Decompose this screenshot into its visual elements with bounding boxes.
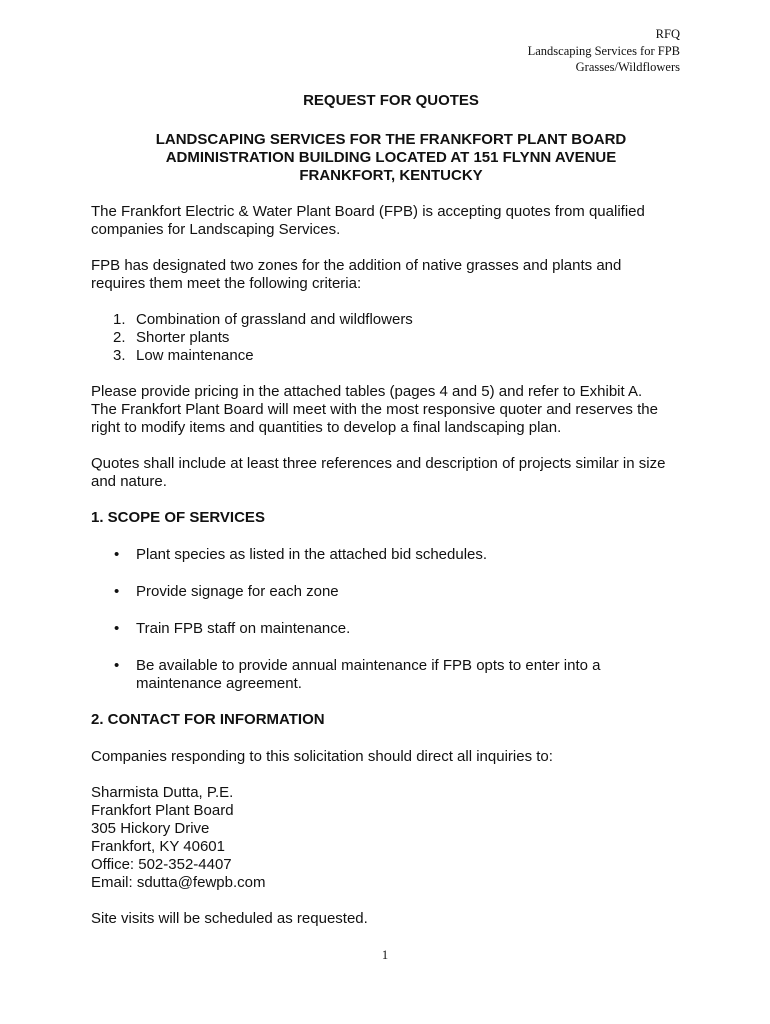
- subtitle-line-3: FRANKFORT, KENTUCKY: [299, 167, 483, 184]
- subtitle-line-1: LANDSCAPING SERVICES FOR THE FRANKFORT PLANT BOARD: [155, 131, 627, 148]
- zones-line-2: requires them meet the following criteria:: [91, 275, 362, 292]
- page-number: 1: [381, 948, 389, 962]
- references-line-2: and nature.: [91, 473, 167, 490]
- contact-block: [91, 784, 691, 892]
- scope-heading: 1. SCOPE OF SERVICES: [91, 509, 265, 526]
- scope-item: [91, 583, 691, 601]
- intro-line-2: companies for Landscaping Services.: [91, 221, 341, 238]
- references-line-1: Quotes shall include at least three references and description of projects similar in size: [91, 455, 666, 472]
- scope-item-text: Train FPB staff on maintenance.: [136, 620, 351, 637]
- scope-item: [91, 657, 691, 693]
- contact-office-phone: Office: 502-352-4407: [91, 856, 232, 873]
- criteria-list: [91, 311, 691, 365]
- criteria-text: Shorter plants: [136, 329, 230, 346]
- pricing-line-3: right to modify items and quantities to develop a final landscaping plan.: [91, 419, 562, 436]
- contact-name: Sharmista Dutta, P.E.: [91, 784, 234, 801]
- page-header: [528, 26, 680, 76]
- pricing-paragraph: [91, 383, 691, 437]
- bullet-icon: •: [114, 620, 120, 637]
- criteria-item: [91, 329, 691, 347]
- criteria-text: Low maintenance: [136, 347, 254, 364]
- header-line-category: Grasses/Wildflowers: [575, 60, 680, 74]
- document-subtitle: [91, 131, 691, 185]
- intro-line-1: The Frankfort Electric & Water Plant Board (FPB) is accepting quotes from qualified: [91, 203, 645, 220]
- references-paragraph: [91, 455, 691, 491]
- contact-street: 305 Hickory Drive: [91, 820, 210, 837]
- scope-item: [91, 546, 691, 564]
- criteria-number: 3.: [113, 347, 126, 364]
- criteria-number: 1.: [113, 311, 126, 328]
- contact-city: Frankfort, KY 40601: [91, 838, 225, 855]
- criteria-number: 2.: [113, 329, 126, 346]
- scope-item-text-line-2: maintenance agreement.: [136, 675, 302, 692]
- contact-heading: 2. CONTACT FOR INFORMATION: [91, 711, 325, 728]
- scope-item-text-line-1: Be available to provide annual maintenance if FPB opts to enter into a: [136, 657, 601, 674]
- document-body: [91, 92, 691, 946]
- bullet-icon: •: [114, 583, 120, 600]
- scope-list: [91, 546, 691, 693]
- document-title: REQUEST FOR QUOTES: [303, 92, 479, 109]
- site-visits-note: Site visits will be scheduled as requested.: [91, 910, 368, 927]
- zones-paragraph: [91, 257, 691, 293]
- bullet-icon: •: [114, 546, 120, 563]
- zones-line-1: FPB has designated two zones for the addition of native grasses and plants and: [91, 257, 622, 274]
- header-line-rfq: RFQ: [655, 27, 680, 41]
- intro-paragraph: [91, 203, 691, 239]
- subtitle-line-2: ADMINISTRATION BUILDING LOCATED AT 151 FLYNN AVENUE: [165, 149, 617, 166]
- scope-item: [91, 620, 691, 638]
- criteria-item: [91, 347, 691, 365]
- contact-organization: Frankfort Plant Board: [91, 802, 234, 819]
- criteria-item: [91, 311, 691, 329]
- pricing-line-1: Please provide pricing in the attached tables (pages 4 and 5) and refer to Exhibit A.: [91, 383, 643, 400]
- contact-email: Email: sdutta@fewpb.com: [91, 874, 266, 891]
- scope-item-text: Plant species as listed in the attached bid schedules.: [136, 546, 488, 563]
- criteria-text: Combination of grassland and wildflowers: [136, 311, 413, 328]
- bullet-icon: •: [114, 657, 120, 674]
- contact-intro: Companies responding to this solicitation should direct all inquiries to:: [91, 748, 553, 765]
- header-line-service: Landscaping Services for FPB: [527, 43, 680, 58]
- scope-item-text: Provide signage for each zone: [136, 583, 339, 600]
- pricing-line-2: The Frankfort Plant Board will meet with the most responsive quoter and reserves the: [91, 401, 658, 418]
